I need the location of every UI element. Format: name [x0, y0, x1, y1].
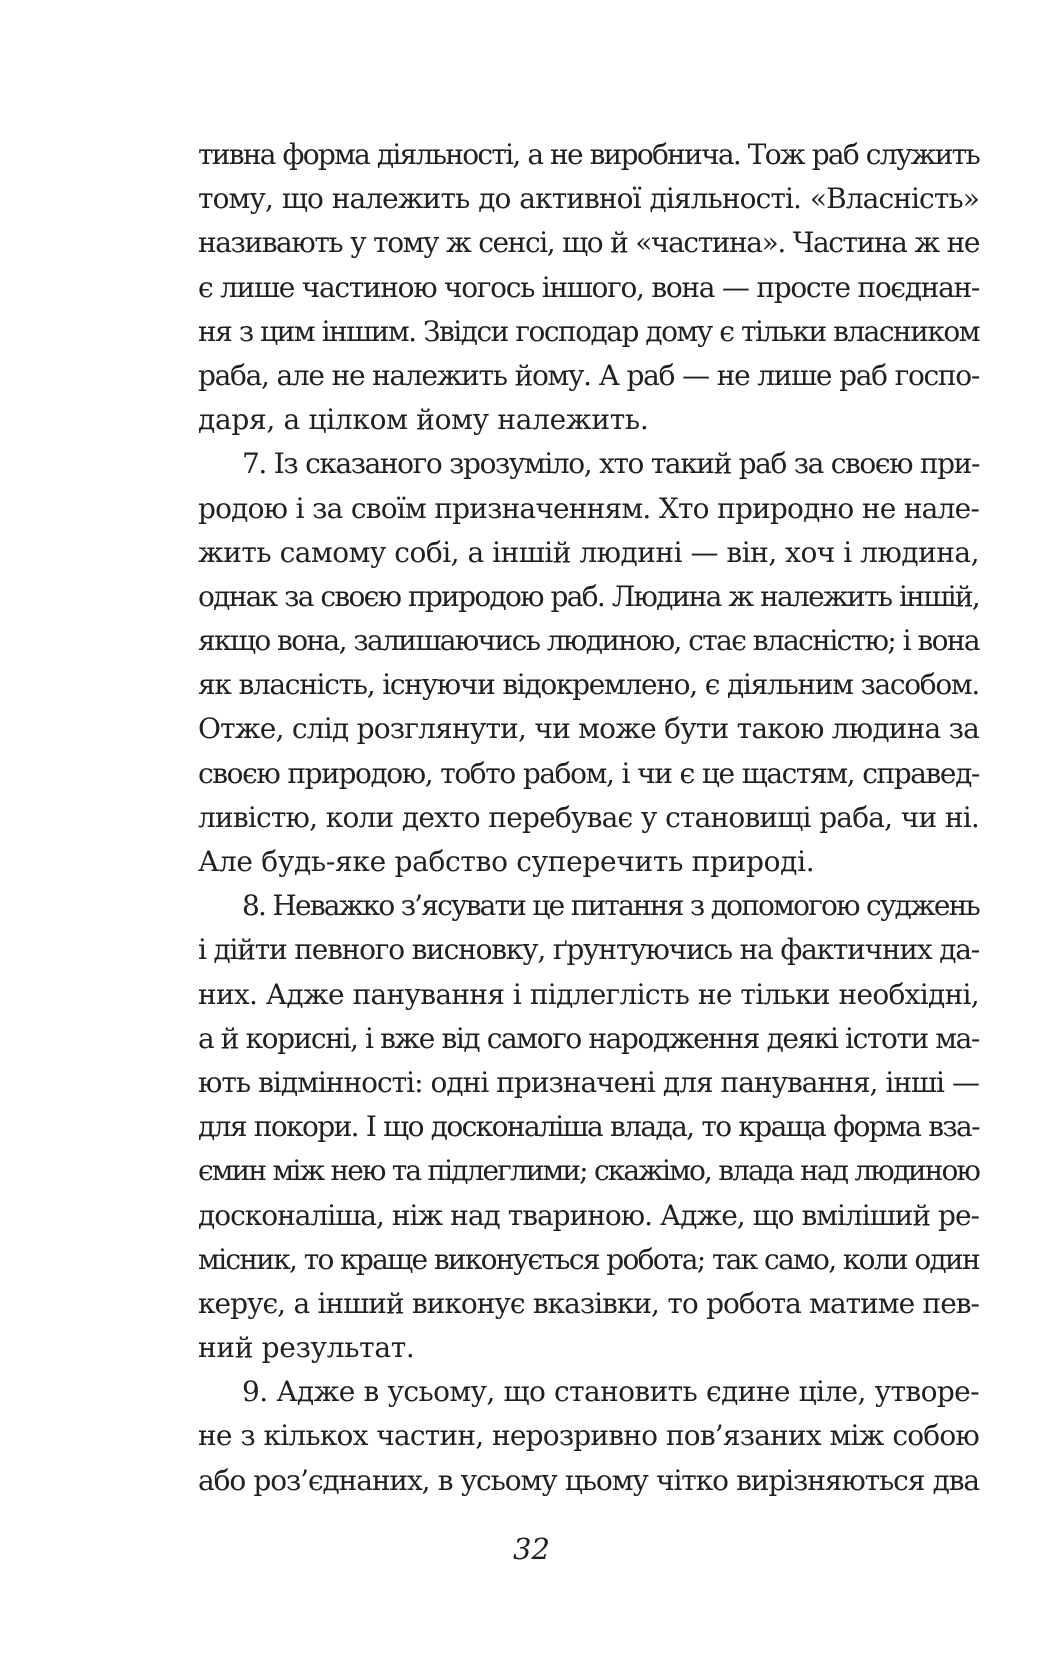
text-line: ний результат. [198, 1331, 415, 1365]
text-line: однак за своєю природою раб. Людина ж належить іншій, [198, 579, 979, 613]
text-line: 9. Адже в усьому, що становить єдине ціле, утворе- [242, 1375, 979, 1409]
text-line: ня з цим іншим. Звідси господар дому є тільки власником [198, 314, 979, 348]
text-line: тивна форма діяльності, а не виробнича. Тож раб служить [198, 138, 979, 171]
text-line: Але будь-яке рабство суперечить природі. [198, 845, 815, 878]
text-line: жить самому собі, а іншій людині — він, хоч і людина, [198, 535, 979, 569]
text-line: родою і за своїм призначенням. Хто природно не нале- [198, 491, 979, 525]
text-line: них. Адже панування і підлеглість не тільки необхідні, [198, 977, 979, 1011]
text-line: своєю природою, тобто рабом, і чи є це щастям, справед- [198, 756, 979, 790]
text-line: ють відмінності: одні призначені для панування, інші — [198, 1065, 979, 1099]
text-line: ємин між нею та підлеглими; скажімо, влада над людиною [198, 1154, 979, 1188]
text-line: 8. Неважко з’ясувати це питання з допомогою суджень [242, 889, 979, 923]
body-text [198, 133, 979, 1503]
text-line: 7. Із сказаного зрозуміло, хто такий раб за своєю при- [242, 447, 979, 481]
text-line: називають у тому ж сенсі, що й «частина». Частина ж не [198, 226, 979, 260]
text-line: не з кількох частин, нерозривно пов’язаних між собою [198, 1419, 979, 1453]
text-line: даря, а цілком йому належить. [198, 403, 649, 437]
text-line: для покори. І що досконаліша влада, то краща форма вза- [198, 1110, 979, 1144]
text-line: і дійти певного висновку, ґрунтуючись на фактичних да- [198, 933, 979, 967]
text-line: місник, то краще виконується робота; так само, коли один [198, 1242, 979, 1276]
text-line: Отже, слід розглянути, чи може бути такою людина за [198, 712, 979, 746]
text-line: а й корисні, і вже від самого народження деякі істоти ма- [198, 1021, 979, 1055]
text-line: досконаліша, ніж над твариною. Адже, що вміліший ре- [198, 1198, 979, 1232]
page-number: 32 [513, 1532, 550, 1566]
text-line: ливістю, коли дехто перебуває у становищі раба, чи ні. [198, 800, 979, 834]
text-line: керує, а інший виконує вказівки, то робота матиме пев- [198, 1286, 979, 1320]
text-line: є лише частиною чогось іншого, вона — просте поєднан- [198, 270, 979, 304]
text-line: якщо вона, залишаючись людиною, стає власністю; і вона [198, 624, 979, 658]
text-line: як власність, існуючи відокремлено, є діяльним засобом. [198, 668, 979, 702]
text-line: тому, що належить до активної діяльності. «Власність» [198, 182, 979, 216]
text-line: або роз’єднаних, в усьому цьому чітко вирізняються два [198, 1463, 979, 1497]
text-line: раба, але не належить йому. А раб — не лише раб госпо- [198, 358, 979, 392]
